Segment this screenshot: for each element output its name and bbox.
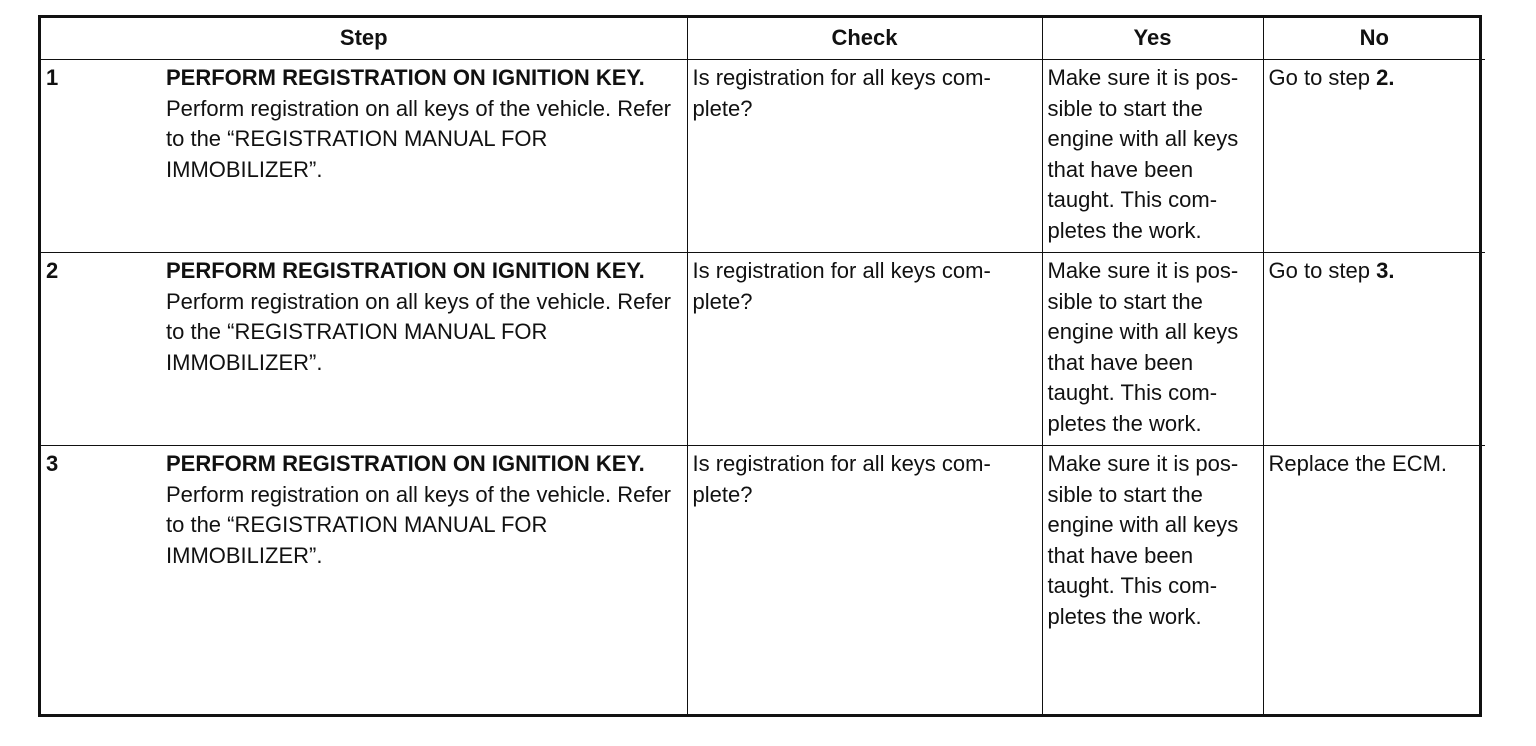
header-row bbox=[41, 18, 1485, 60]
check-cell: Is registration for all keys com-plete? bbox=[687, 60, 1042, 253]
no-cell bbox=[1263, 253, 1485, 446]
header-yes: Yes bbox=[1042, 18, 1263, 60]
step-cell bbox=[41, 60, 687, 253]
no-cell bbox=[1263, 60, 1485, 253]
step-instruction: Perform registration on all keys of the vehicle. Refer to the “REGISTRATION MANUAL FOR IMMOBILIZER”. bbox=[166, 95, 672, 182]
table-row bbox=[41, 253, 1485, 446]
step-instruction: Perform registration on all keys of the vehicle. Refer to the “REGISTRATION MANUAL FOR IMMOBILIZER”. bbox=[166, 481, 672, 568]
header-check: Check bbox=[687, 18, 1042, 60]
step-cell bbox=[41, 253, 687, 446]
step-number: 3 bbox=[46, 451, 59, 476]
check-cell: Is registration for all keys com-plete? bbox=[687, 446, 1042, 715]
step-title: PERFORM REGISTRATION ON IGNITION KEY. bbox=[166, 451, 645, 476]
step-title: PERFORM REGISTRATION ON IGNITION KEY. bbox=[166, 258, 645, 283]
step-number: 1 bbox=[46, 65, 59, 90]
next-step-reference: 3. bbox=[1376, 258, 1395, 283]
diagnostic-table bbox=[41, 18, 1485, 714]
step-cell bbox=[41, 446, 687, 715]
table-row bbox=[41, 446, 1485, 715]
no-prefix: Go to step bbox=[1268, 65, 1377, 90]
diagnostic-table-frame bbox=[38, 15, 1482, 717]
check-cell: Is registration for all keys com-plete? bbox=[687, 253, 1042, 446]
step-number: 2 bbox=[46, 258, 59, 283]
step-title: PERFORM REGISTRATION ON IGNITION KEY. bbox=[166, 65, 645, 90]
next-step-reference: 2. bbox=[1376, 65, 1395, 90]
no-prefix: Go to step bbox=[1268, 258, 1377, 283]
step-instruction: Perform registration on all keys of the vehicle. Refer to the “REGISTRATION MANUAL FOR IMMOBILIZER”. bbox=[166, 288, 672, 375]
header-step: Step bbox=[41, 18, 687, 60]
yes-cell: Make sure it is pos-sible to start the engine with all keys that have been taught. This com-pletes the work. bbox=[1042, 253, 1263, 446]
no-text: Replace the ECM. bbox=[1268, 451, 1448, 476]
header-no: No bbox=[1263, 18, 1485, 60]
table-row bbox=[41, 60, 1485, 253]
yes-cell: Make sure it is pos-sible to start the engine with all keys that have been taught. This com-pletes the work. bbox=[1042, 446, 1263, 715]
no-cell bbox=[1263, 446, 1485, 715]
yes-cell: Make sure it is pos-sible to start the engine with all keys that have been taught. This com-pletes the work. bbox=[1042, 60, 1263, 253]
